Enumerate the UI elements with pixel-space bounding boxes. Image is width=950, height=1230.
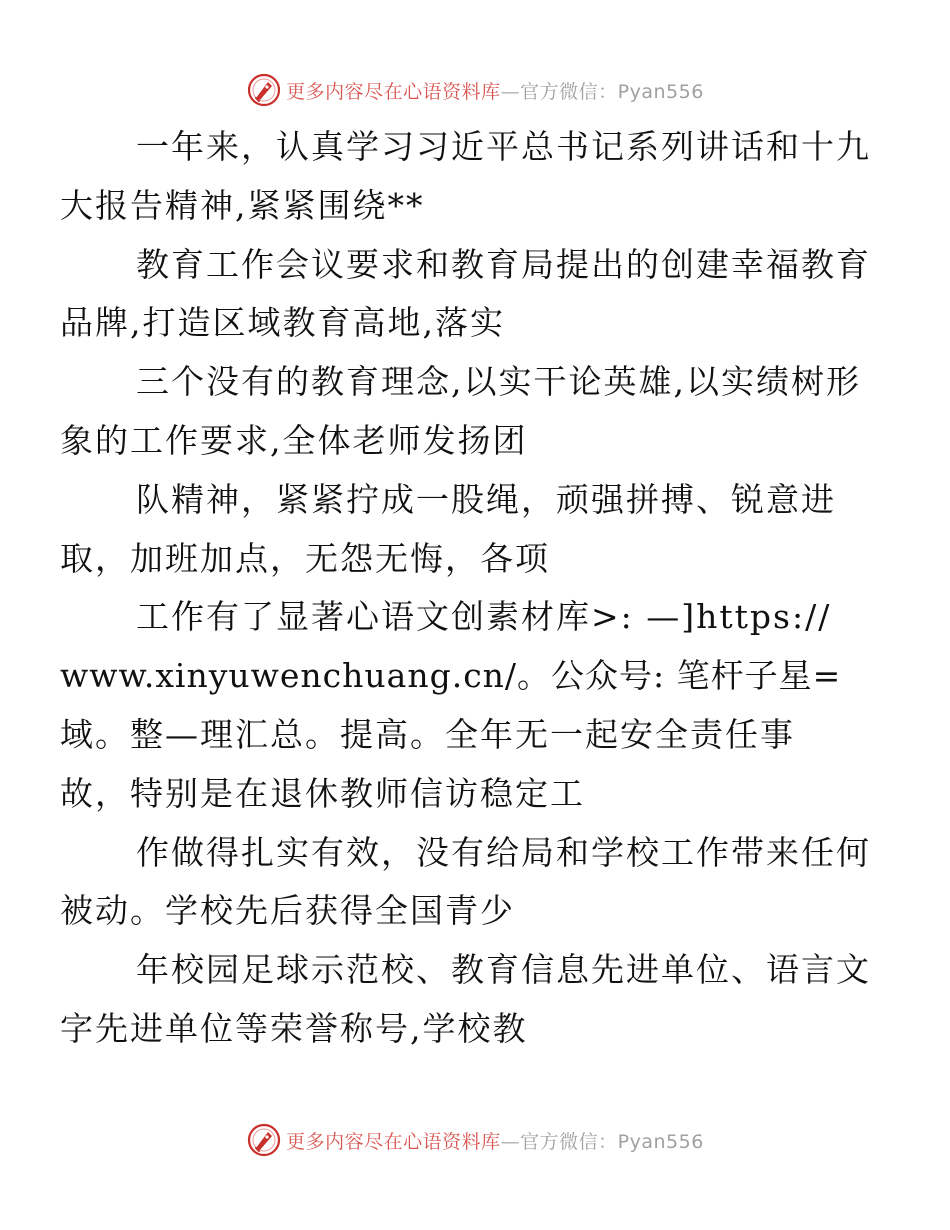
paragraph-line: 品牌,打造区域教育高地,落实 (60, 303, 505, 343)
paragraph-line: 三个没有的教育理念,以实干论英雄,以实绩树形 (136, 362, 861, 402)
paragraph-line: 大报告精神,紧紧围绕** (60, 185, 425, 225)
footer-contact-text: 官方微信：Pyan556 (520, 1130, 704, 1153)
paragraph-line: 作做得扎实有效，没有给局和学校工作带来任何 (136, 832, 871, 872)
footer-banner (0, 1120, 950, 1160)
paragraph-line: 被动。学校先后获得全国青少 (60, 891, 515, 931)
document-body (60, 118, 871, 1059)
paragraph-1 (60, 118, 871, 236)
paragraph-line: 字先进单位等荣誉称号,学校教 (60, 1008, 528, 1048)
pen-nib-seal-icon (246, 1122, 282, 1158)
header-banner-text (286, 77, 704, 104)
footer-brand-text: 更多内容尽在心语资料库 (286, 1130, 501, 1153)
paragraph-3 (60, 353, 861, 471)
header-brand-text: 更多内容尽在心语资料库 (286, 80, 501, 103)
header-separator: — (500, 80, 521, 103)
paragraph-line: 一年来，认真学习习近平总书记系列讲话和十九 (136, 127, 871, 166)
paragraph-line: 教育工作会议要求和教育局提出的创建幸福教育 (136, 244, 871, 284)
paragraph-line: 队精神，紧紧拧成一股绳，顽强拼搏、锐意进 (136, 479, 836, 519)
paragraph-line: 年校园足球示范校、教育信息先进单位、语言文 (136, 950, 871, 990)
paragraph-5 (60, 588, 858, 823)
paragraph-line: 域。整—理汇总。提高。全年无一起安全责任事 (60, 714, 795, 754)
footer-banner-text (286, 1127, 704, 1154)
paragraph-line: 象的工作要求,全体老师发扬团 (60, 420, 528, 460)
footer-separator: — (500, 1130, 521, 1153)
header-contact-text: 官方微信：Pyan556 (520, 80, 704, 103)
paragraph-4 (60, 471, 858, 589)
paragraph-line: 取，加班加点，无怨无悔，各项 (60, 538, 550, 578)
header-banner (0, 70, 950, 110)
paragraph-line: 工作有了显著心语文创素材库>: —]https:// (136, 597, 832, 637)
paragraph-2 (60, 236, 871, 354)
pen-nib-seal-icon (246, 72, 282, 108)
paragraph-line: www.xinyuwenchuang.cn/。公众号: 笔杆子星= (60, 656, 842, 696)
paragraph-line: 故，特别是在退休教师信访稳定工 (60, 773, 585, 813)
paragraph-7 (60, 941, 871, 1059)
paragraph-6 (60, 824, 871, 942)
